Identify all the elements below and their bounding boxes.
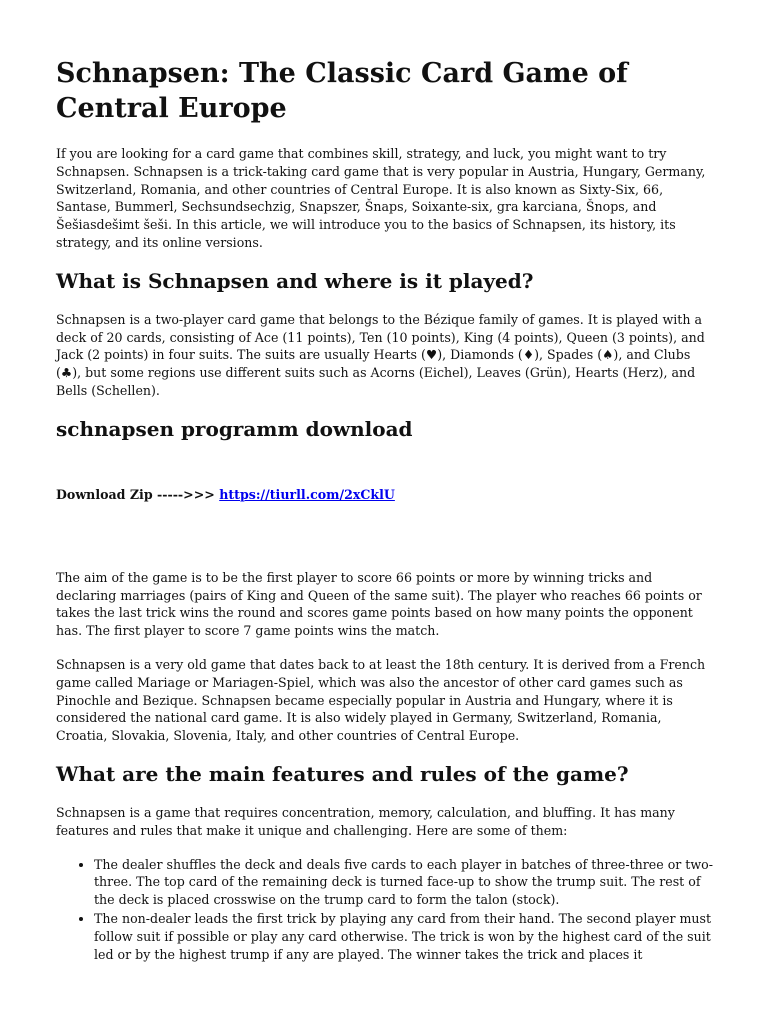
download-line xyxy=(56,486,716,504)
list-item: • The dealer shuffles the deck and deals five cards to each player in batches of three-three or two-three. The top card of the remaining deck is turned face-up to show the trump suit. The rest of the deck is placed crosswise on the trump card to form the talon (stock). xyxy=(94,856,716,909)
section-heading-features: What are the main features and rules of the game? xyxy=(56,761,629,786)
intro-paragraph: If you are looking for a card game that combines skill, strategy, and luck, you might want to try Schnapsen. Schnapsen is a trick-taking card game that is very popular in Austria, Hungary, Germany, Switzerland, Romania, and other countries of Central Europe. It is also known as Sixty-Six, 66, Santase, Bummerl, Sechsundsechzig, Snapszer, Šnaps, Soixante-six, gra karciana, Šnops, and Šešiasdešimt šeši. In this article, we will introduce you to the basics of Schnapsen, its history, its strategy, and its online versions. xyxy=(56,146,706,250)
list-item: • The non-dealer leads the first trick by playing any card from their hand. The second player must follow suit if possible or play any card otherwise. The trick is won by the highest card of the suit led or by the highest trump if any are played. The winner takes the trick and places it xyxy=(94,910,716,963)
download-link[interactable]: https://tiurll.com/2xCklU xyxy=(219,486,395,502)
article xyxy=(56,56,716,964)
article-title: Schnapsen: The Classic Card Game of Central Europe xyxy=(56,58,628,124)
section-paragraph: Schnapsen is a two-player card game that belongs to the Bézique family of games. It is played with a deck of 20 cards, consisting of Ace (11 points), Ten (10 points), King (4 points), Queen (3 points), and Jack (2 points) in four suits. The suits are usually Hearts (♥), Diamonds (♦), Spades (♠), and Clubs (♣), but some regions use different suits such as Acorns (Eichel), Leaves (Grün), Hearts (Herz), and Bells (Schellen). xyxy=(56,311,705,398)
aim-paragraph: The aim of the game is to be the first player to score 66 points or more by winning tricks and declaring marriages (pairs of King and Queen of the same suit). The player who reaches 66 points or takes the last trick wins the round and scores game points based on how many points the opponent has. The first player to score 7 game points wins the match. xyxy=(56,569,702,639)
download-heading: schnapsen programm download xyxy=(56,416,413,441)
history-paragraph: Schnapsen is a very old game that dates back to at least the 18th century. It is derived from a French game called Mariage or Mariagen-Spiel, which was also the ancestor of other card games such as Pinochle and Bezique. Schnapsen became especially popular in Austria and Hungary, where it is considered the national card game. It is also widely played in Germany, Switzerland, Romania, Croatia, Slovakia, Slovenia, Italy, and other countries of Central Europe. xyxy=(56,656,706,744)
features-intro-paragraph: Schnapsen is a game that requires concentration, memory, calculation, and bluffing. It has many features and rules that make it unique and challenging. Here are some of them: xyxy=(56,804,675,838)
rules-list xyxy=(56,856,716,964)
section-heading-what-is: What is Schnapsen and where is it played? xyxy=(56,268,534,293)
download-label: Download Zip ----->>> xyxy=(56,486,220,502)
